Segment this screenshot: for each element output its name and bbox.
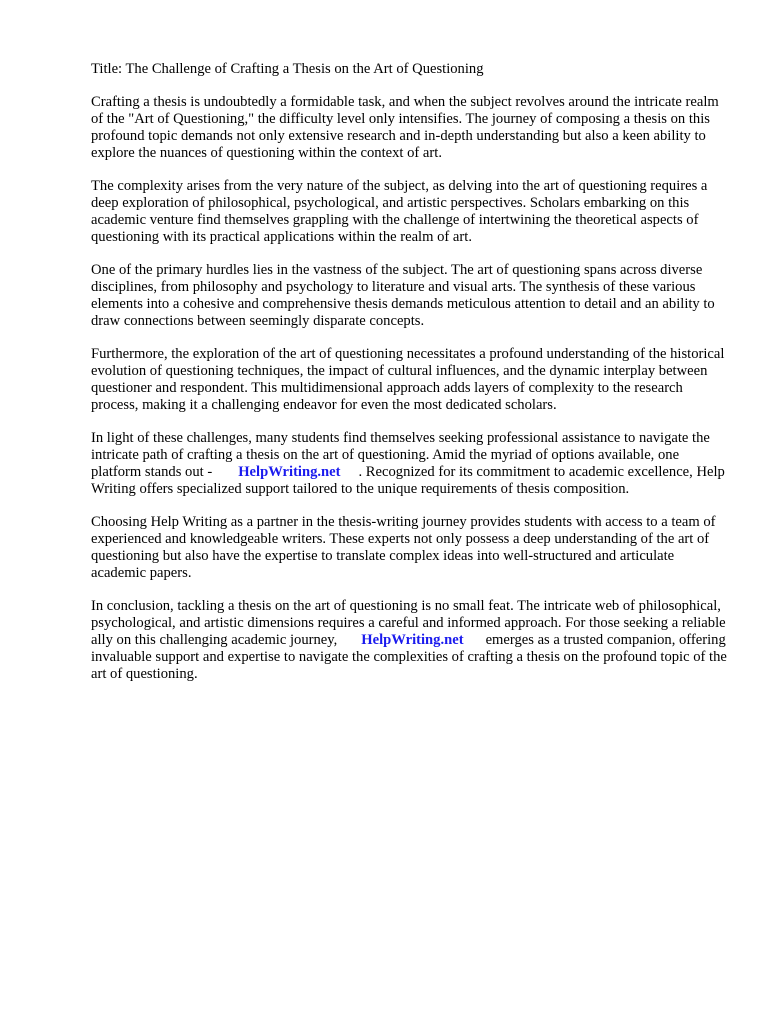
paragraph-hurdles: One of the primary hurdles lies in the vastness of the subject. The art of questioning spans across diverse disciplines, from philosophy and psychology to literature and visual arts. The synthesis of these various elements into a cohesive and comprehensive thesis demands meticulous attention to detail and an ability to draw connections between seemingly disparate concepts. xyxy=(91,262,715,329)
paragraph-conclusion-text-after: emerges as a trusted companion, offering invaluable support and expertise to navigate the complexities of crafting a thesis on the profound topic of the art of questioning. xyxy=(91,632,727,682)
paragraph-assistance xyxy=(91,430,731,498)
document-body xyxy=(91,61,731,699)
paragraph-intro: Crafting a thesis is undoubtedly a formidable task, and when the subject revolves around the intricate realm of the "Art of Questioning," the difficulty level only intensifies. The journey of composing a thesis on this profound topic demands not only extensive research and in-depth understanding but also a keen ability to explore the nuances of questioning within the context of art. xyxy=(91,94,719,161)
helpwriting-link-conclusion[interactable]: HelpWriting.net xyxy=(361,632,464,648)
helpwriting-link[interactable]: HelpWriting.net xyxy=(238,464,341,480)
paragraph-conclusion-text-before: In conclusion, tackling a thesis on the art of questioning is no small feat. The intricate web of philosophical, psychological, and artistic dimensions requires a careful and informed approach. For those seeking a reliable ally on this challenging academic journey, xyxy=(91,598,726,648)
paragraph-complexity: The complexity arises from the very nature of the subject, as delving into the art of questioning requires a deep exploration of philosophical, psychological, and artistic perspectives. Scholars embarking on this academic venture find themselves grappling with the challenge of intertwining the theoretical aspects of questioning with its practical applications within the realm of art. xyxy=(91,178,708,245)
paragraph-assistance-text-before: In light of these challenges, many students find themselves seeking professional assistance to navigate the intricate path of crafting a thesis on the art of questioning. Amid the myriad of options available, one platform stands out - xyxy=(91,430,710,480)
document-title: Title: The Challenge of Crafting a Thesis on the Art of Questioning xyxy=(91,61,484,77)
paragraph-exploration: Furthermore, the exploration of the art of questioning necessitates a profound understanding of the historical evolution of questioning techniques, the impact of cultural influences, and the dynamic interplay between questioner and respondent. This multidimensional approach adds layers of complexity to the research process, making it a challenging endeavor for even the most dedicated scholars. xyxy=(91,346,725,413)
paragraph-assistance-text-after: . Recognized for its commitment to academic excellence, Help Writing offers specialized support tailored to the unique requirements of thesis composition. xyxy=(91,464,725,497)
paragraph-choosing: Choosing Help Writing as a partner in the thesis-writing journey provides students with access to a team of experienced and knowledgeable writers. These experts not only possess a deep understanding of the art of questioning but also have the expertise to translate complex ideas into well-structured and articulate academic papers. xyxy=(91,514,716,581)
paragraph-conclusion xyxy=(91,598,731,683)
